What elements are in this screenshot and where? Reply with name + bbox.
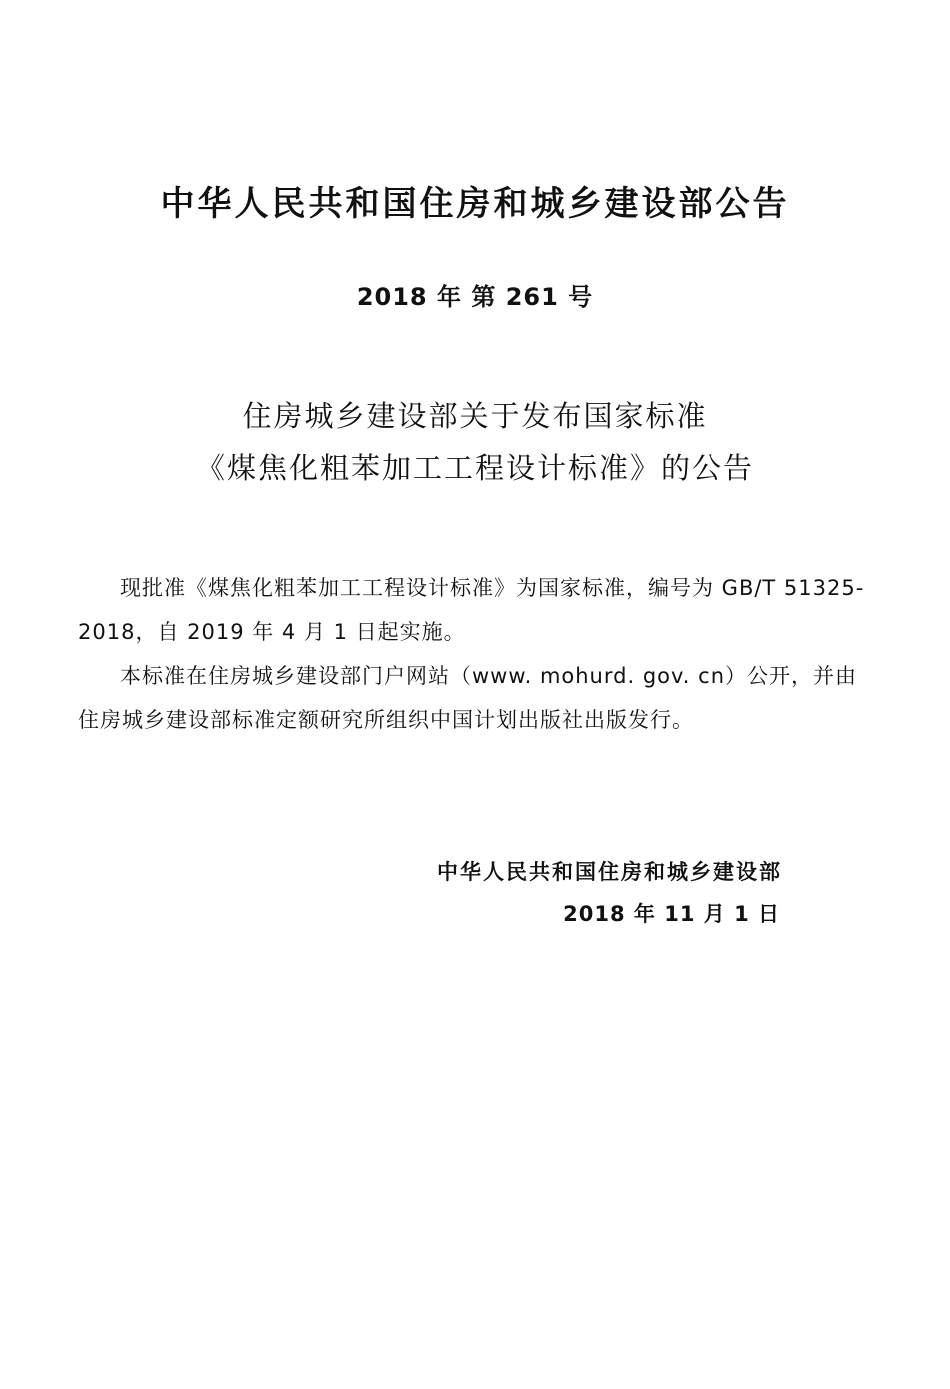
announcement-title: 中华人民共和国住房和城乡建设部公告 [160,184,790,224]
announcement-issuer: 中华人民共和国住房和城乡建设部 [437,860,782,884]
announcement-subtitle-line-2: 《煤焦化粗苯加工工程设计标准》的公告 [195,451,754,485]
announcement-issue-number: 2018 年 第 261 号 [356,283,594,311]
announcement-paragraph-approval [78,566,868,654]
announcement-paragraph-publication [78,654,868,742]
paragraph-publication-text: 本标准在住房城乡建设部门户网站（www. mohurd. gov. cn）公开，并由住房城乡建设部标准定额研究所组织中国计划出版社出版发行。 [78,664,857,732]
announcement-date: 2018 年 11 月 1 日 [563,902,780,926]
announcement-subtitle-line-1: 住房城乡建设部关于发布国家标准 [242,399,708,433]
paragraph-approval-text: 现批准《煤焦化粗苯加工工程设计标准》为国家标准，编号为 GB/T 51325- 2018，自 2019 年 4 月 1 日起实施。 [78,576,865,644]
